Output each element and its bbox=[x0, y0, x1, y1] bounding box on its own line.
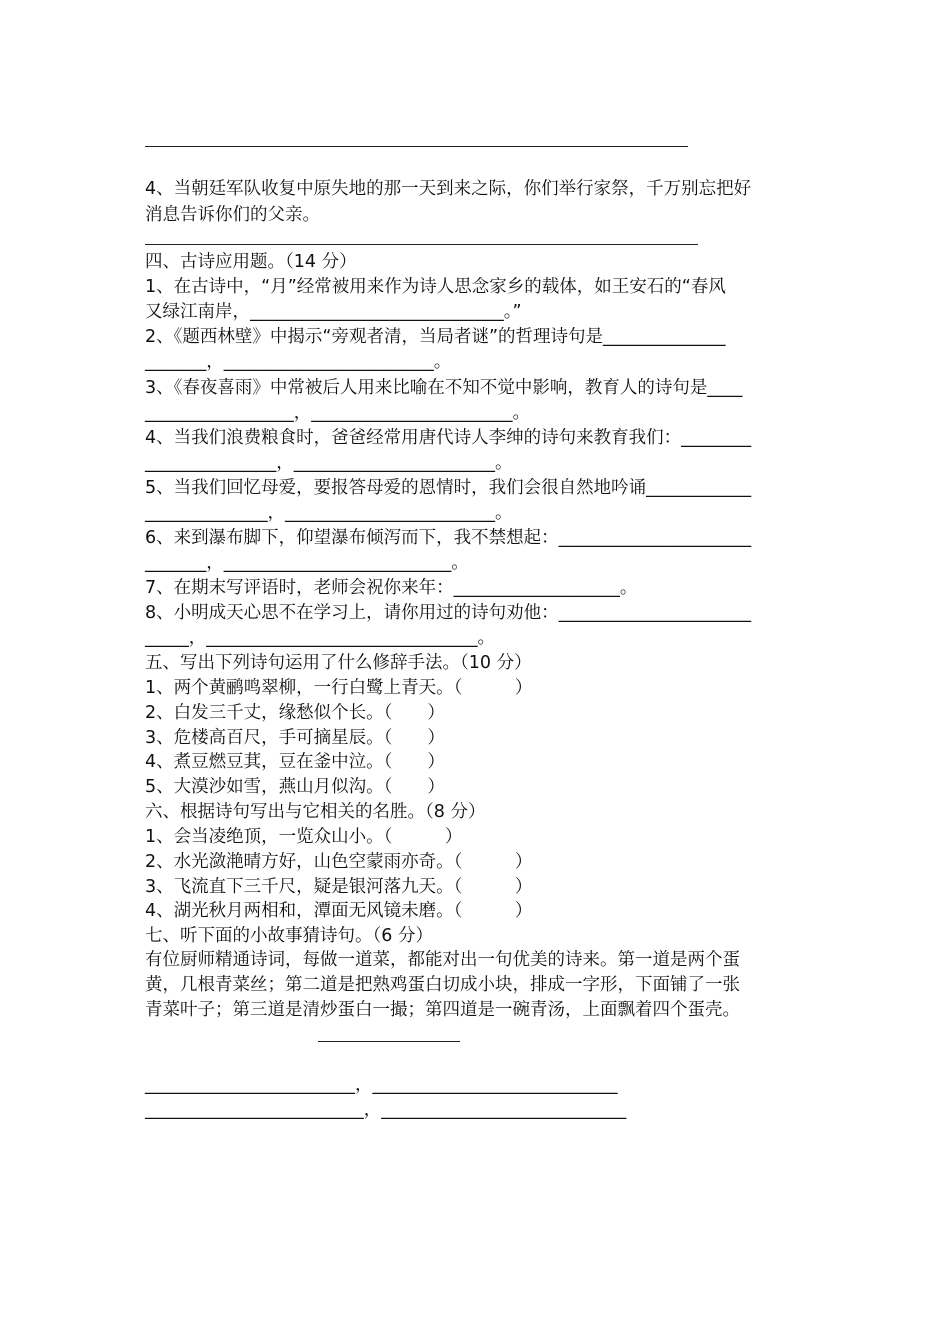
s4-q3: 3、《春夜喜雨》中常被后人用来比喻在不知不觉中影响，教育人的诗句是____ bbox=[145, 378, 743, 398]
s7-answer-line-2: _________________________，____________________________ bbox=[145, 1100, 627, 1120]
s6-q4: 4、湖光秋月两相和，潭面无风镜未磨。（ ） bbox=[145, 901, 533, 921]
question-4-translation: 4、当朝廷军队收复中原失地的那一天到来之际，你们举行家祭，千万别忘把好 bbox=[145, 179, 752, 199]
s7-story-line-3: 青菜叶子；第三道是清炒蛋白一撮；第四道是一碗青汤，上面飘着四个蛋壳。 bbox=[145, 1000, 740, 1020]
answer-line bbox=[145, 244, 698, 245]
s4-q3-answer: _________________，_______________________。 bbox=[145, 403, 530, 423]
section-7-heading: 七、听下面的小故事猜诗句。（6 分） bbox=[145, 926, 433, 946]
s4-q1-answer: 又绿江南岸，_____________________________。” bbox=[145, 302, 522, 322]
s4-q1: 1、在古诗中，“月”经常被用来作为诗人思念家乡的载体，如王安石的“春风 bbox=[145, 277, 726, 297]
s4-q2-answer: _______，________________________。 bbox=[145, 352, 452, 372]
s4-q5-answer: ______________，________________________。 bbox=[145, 503, 513, 523]
s4-q2: 2、《题西林壁》中揭示“旁观者清，当局者谜”的哲理诗句是______________ bbox=[145, 327, 726, 347]
s4-q4-answer: _______________，_______________________。 bbox=[145, 453, 513, 473]
s4-q7: 7、在期末写评语时，老师会祝你来年：___________________。 bbox=[145, 578, 638, 598]
s4-q5: 5、当我们回忆母爱，要报答母爱的恩情时，我们会很自然地吟诵____________ bbox=[145, 478, 752, 498]
s4-q6: 6、来到瀑布脚下，仰望瀑布倾泻而下，我不禁想起：______________________ bbox=[145, 528, 752, 548]
section-6-heading: 六、根据诗句写出与它相关的名胜。（8 分） bbox=[145, 802, 486, 822]
s7-answer-line-1: ________________________，____________________________ bbox=[145, 1075, 618, 1095]
s4-q8-answer: _____，_______________________________。 bbox=[145, 628, 495, 648]
s5-q4: 4、煮豆燃豆萁，豆在釜中泣。（ ） bbox=[145, 752, 445, 772]
s7-story-line-1: 有位厨师精通诗词，每做一道菜，都能对出一句优美的诗来。第一道是两个蛋 bbox=[145, 950, 740, 970]
s5-q1: 1、两个黄鹂鸣翠柳，一行白鹭上青天。（ ） bbox=[145, 678, 533, 698]
s5-q3: 3、危楼高百尺，手可摘星辰。（ ） bbox=[145, 728, 445, 748]
section-5-heading: 五、写出下列诗句运用了什么修辞手法。（10 分） bbox=[145, 653, 532, 673]
section-4-heading: 四、古诗应用题。（14 分） bbox=[145, 252, 357, 272]
answer-line bbox=[318, 1041, 460, 1042]
s6-q3: 3、飞流直下三千尺，疑是银河落九天。（ ） bbox=[145, 877, 533, 897]
answer-line bbox=[145, 146, 688, 147]
s6-q1: 1、会当凌绝顶，一览众山小。（ ） bbox=[145, 827, 463, 847]
question-4-translation-cont: 消息告诉你们的父亲。 bbox=[145, 205, 320, 225]
s5-q5: 5、大漠沙如雪，燕山月似沟。（ ） bbox=[145, 777, 445, 797]
s7-story-line-2: 黄，几根青菜丝；第二道是把熟鸡蛋白切成小块，排成一字形，下面铺了一张 bbox=[145, 975, 740, 995]
s4-q6-answer: _______，__________________________。 bbox=[145, 553, 469, 573]
s5-q2: 2、白发三千丈，缘愁似个长。（ ） bbox=[145, 703, 445, 723]
s4-q8: 8、小明成天心思不在学习上，请你用过的诗句劝他：______________________ bbox=[145, 603, 752, 623]
s6-q2: 2、水光潋滟晴方好，山色空蒙雨亦奇。（ ） bbox=[145, 852, 533, 872]
s4-q4: 4、当我们浪费粮食时，爸爸经常用唐代诗人李绅的诗句来教育我们：________ bbox=[145, 428, 752, 448]
